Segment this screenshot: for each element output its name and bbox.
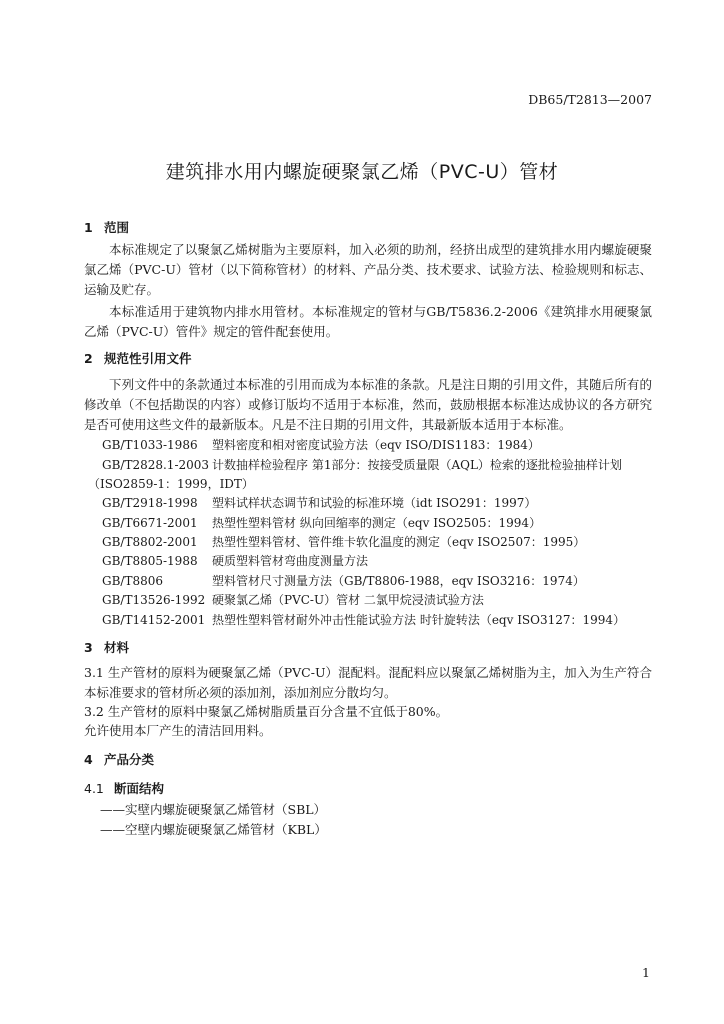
reference-code: GB/T1033-1986 [102, 438, 198, 452]
section-3-1-paragraph: 3.1 生产管材的原料为硬聚氯乙烯（PVC-U）混配料。混配料应以聚氯乙烯树脂为主，加入为生产符合本标准要求的管材所必须的添加剂，添加剂应分散均匀。 [84, 665, 652, 700]
reference-code: GB/T14152-2001 [102, 613, 206, 627]
section-number: 2 [84, 351, 93, 366]
reference-item [102, 514, 662, 531]
reference-item [102, 494, 662, 511]
section-3-2-note: 允许使用本厂产生的清洁回用料。 [84, 723, 272, 738]
section-number: 4 [84, 752, 93, 767]
document-title: 建筑排水用内螺旋硬聚氯乙烯（PVC-U）管材 [165, 161, 559, 183]
section-number: 1 [84, 220, 93, 235]
reference-item [102, 611, 662, 628]
reference-title: 塑料试样状态调节和试验的标准环境（idt ISO291：1997） [212, 496, 537, 510]
reference-item-continuation [88, 475, 648, 492]
section-3-heading [84, 638, 129, 656]
reference-item [102, 572, 662, 589]
section-3-2-paragraph: 3.2 生产管材的原料中聚氯乙烯树脂质量百分含量不宜低于80%。 [84, 704, 449, 719]
section-title: 材料 [104, 640, 130, 655]
section-number: 3 [84, 640, 93, 655]
reference-title: 塑料管材尺寸测量方法（GB/T8806-1988，eqv ISO3216：1974） [212, 574, 585, 588]
section-title: 产品分类 [104, 752, 155, 767]
section-2-paragraph-1: 下列文件中的条款通过本标准的引用而成为本标准的条款。凡是注日期的引用文件，其随后所有的修改单（不包括勘误的内容）或修订版均不适用于本标准，然而，鼓励根据本标准达成协议的各方研究是否可使用这些文件的最新版本。凡是不注日期的引用文件，其最新版本适用于本标准。 [84, 377, 652, 432]
reference-title: 热塑性塑料管材耐外冲击性能试验方法 时针旋转法（eqv ISO3127：1994） [212, 613, 626, 627]
reference-code: GB/T8802-2001 [102, 535, 198, 549]
reference-title: 热塑性塑料管材 纵向回缩率的测定（eqv ISO2505：1994） [212, 516, 542, 530]
reference-code: GB/T2828.1-2003 [102, 458, 210, 472]
page-number: 1 [642, 965, 650, 980]
reference-item [102, 552, 662, 569]
reference-title: （ISO2859-1：1999，IDT） [88, 477, 254, 491]
standard-code: DB65/T2813—2007 [528, 92, 652, 107]
reference-title: 热塑性塑料管材、管件维卡软化温度的测定（eqv ISO2507：1995） [212, 535, 586, 549]
section-1-heading [84, 218, 129, 236]
subsection-title: 断面结构 [114, 781, 165, 796]
section-title: 范围 [104, 220, 130, 235]
section-1-paragraph-2: 本标准适用于建筑物内排水用管材。本标准规定的管材与GB/T5836.2-2006《建筑排水用硬聚氯乙烯（PVC-U）管件》规定的管件配套使用。 [84, 304, 652, 339]
reference-code: GB/T2918-1998 [102, 496, 198, 510]
reference-code: GB/T8805-1988 [102, 554, 198, 568]
list-item: ——实壁内螺旋硬聚氯乙烯管材（SBL） [100, 802, 327, 817]
reference-code: GB/T8806 [102, 574, 163, 588]
section-2-heading [84, 349, 192, 367]
subsection-number: 4.1 [84, 781, 104, 796]
reference-title: 硬聚氯乙烯（PVC-U）管材 二氯甲烷浸渍试验方法 [212, 593, 484, 607]
reference-item [102, 436, 662, 453]
subsection-4-1-heading [84, 779, 164, 797]
section-1-paragraph-1: 本标准规定了以聚氯乙烯树脂为主要原料，加入必须的助剂，经挤出成型的建筑排水用内螺旋硬聚氯乙烯（PVC-U）管材（以下简称管材）的材料、产品分类、技术要求、试验方法、检验规则和标志、运输及贮存。 [84, 242, 652, 297]
section-title: 规范性引用文件 [104, 351, 192, 366]
reference-item [102, 591, 662, 608]
section-4-heading [84, 750, 154, 768]
reference-title: 塑料密度和相对密度试验方法（eqv ISO/DIS1183：1984） [212, 438, 540, 452]
reference-code: GB/T6671-2001 [102, 516, 198, 530]
reference-title: 硬质塑料管材弯曲度测量方法 [212, 554, 369, 568]
reference-title: 计数抽样检验程序 第1部分：按接受质量限（AQL）检索的逐批检验抽样计划 [212, 458, 622, 472]
reference-item [102, 533, 662, 550]
reference-code: GB/T13526-1992 [102, 593, 206, 607]
list-item: ——空壁内螺旋硬聚氯乙烯管材（KBL） [100, 822, 327, 837]
reference-item [102, 456, 662, 473]
